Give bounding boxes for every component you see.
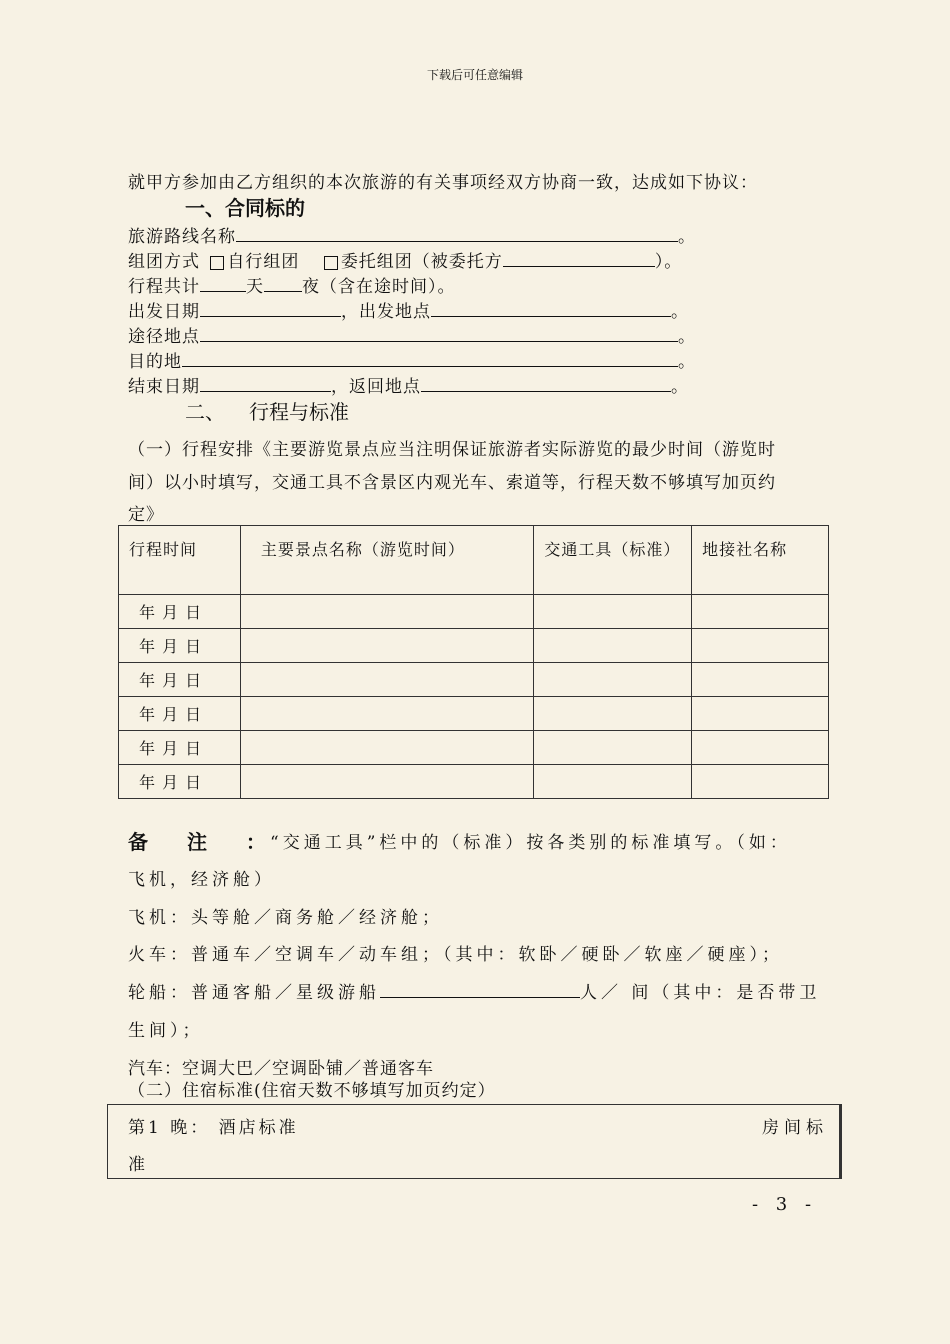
notes-ship (128, 978, 820, 1003)
notes-train: 火车：普通车／空调车／动车组；（其中：软卧／硬卧／软座／硬座）； (128, 945, 783, 965)
dest-label: 目的地 (128, 352, 182, 372)
sights-cell[interactable] (240, 697, 534, 731)
date-cell[interactable]: 年 月 日 (119, 765, 241, 799)
itinerary-note-1: （一）行程安排《主要游览景点应当注明保证旅游者实际游览的最少时间（游览时 (128, 440, 776, 460)
ship-rest: 人／ 间（其中：是否带卫 (580, 983, 821, 1003)
sights-cell[interactable] (240, 629, 534, 663)
transport-cell[interactable] (534, 629, 692, 663)
sights-cell[interactable] (240, 765, 534, 799)
days-field[interactable] (200, 275, 246, 292)
depart-place-label: ，出发地点 (341, 302, 431, 322)
route-row (128, 222, 696, 247)
dest-row (128, 347, 696, 372)
table-row (119, 663, 829, 697)
lodging-title: （二）住宿标准(住宿天数不够填写加页约定） (128, 1081, 496, 1101)
table-row (119, 595, 829, 629)
nights-unit: 夜（含在途时间）。 (302, 277, 456, 297)
return-place-field[interactable] (421, 375, 671, 392)
section2-title (185, 396, 349, 425)
entrusted-group-checkbox[interactable] (324, 256, 338, 270)
header-cell (119, 526, 241, 595)
period: 。 (678, 352, 696, 372)
section1-title: 一、合同标的 (185, 196, 305, 220)
agency-cell[interactable] (692, 595, 829, 629)
header-sights: 主要景点名称（游览时间） (260, 540, 465, 559)
route-field[interactable] (236, 225, 678, 242)
notes-ship-end: 生间）； (128, 1021, 204, 1041)
days-row (128, 272, 456, 297)
route-label: 旅游路线名称 (128, 227, 236, 247)
period: 。 (671, 377, 689, 397)
nights-field[interactable] (264, 275, 302, 292)
sights-cell[interactable] (240, 731, 534, 765)
transport-cell[interactable] (534, 663, 692, 697)
entrusted-party-field[interactable] (503, 250, 655, 267)
lodging-room: 房间标 (762, 1118, 828, 1138)
header-cell (240, 526, 534, 595)
group-row (128, 247, 682, 272)
end-date-field[interactable] (200, 375, 331, 392)
period: 。 (678, 327, 696, 347)
notes-plane: 飞机：头等舱／商务舱／经济舱； (128, 908, 443, 928)
itinerary-table (118, 525, 829, 799)
table-row (119, 629, 829, 663)
days-label: 行程共计 (128, 277, 200, 297)
days-unit: 天 (246, 277, 264, 297)
table-row (119, 765, 829, 799)
header-cell (534, 526, 692, 595)
self-group-label: 自行组团 (227, 252, 300, 272)
sights-cell[interactable] (240, 663, 534, 697)
date-cell[interactable]: 年 月 日 (119, 629, 241, 663)
depart-row (128, 297, 689, 322)
transport-cell[interactable] (534, 765, 692, 799)
table-header-row (119, 526, 829, 595)
agency-cell[interactable] (692, 765, 829, 799)
transport-cell[interactable] (534, 697, 692, 731)
notes-line1: “交通工具”栏中的（标准）按各类别的标准填写。（如： (270, 833, 791, 853)
self-group-checkbox[interactable] (210, 256, 224, 270)
table-row (119, 731, 829, 765)
agency-cell[interactable] (692, 663, 829, 697)
date-cell[interactable]: 年 月 日 (119, 697, 241, 731)
notes-label: 备 注 ： (128, 830, 282, 854)
dest-field[interactable] (182, 350, 678, 367)
date-cell[interactable]: 年 月 日 (119, 663, 241, 697)
header-agency: 地接社名称 (702, 540, 788, 559)
group-end: ）。 (654, 252, 683, 272)
header-transport: 交通工具（标准） (544, 540, 681, 559)
ship-field[interactable] (380, 980, 580, 998)
agency-cell[interactable] (692, 731, 829, 765)
agency-cell[interactable] (692, 629, 829, 663)
notes-line2: 飞机，经济舱） (128, 870, 275, 890)
page-header: 下载后可任意编辑 (426, 68, 523, 82)
itinerary-note-3: 定》 (128, 505, 164, 525)
lodging-room-cont: 准 (128, 1155, 146, 1175)
period: 。 (671, 302, 689, 322)
date-cell[interactable]: 年 月 日 (119, 595, 241, 629)
end-date-label: 结束日期 (128, 377, 200, 397)
section2-title-text: 行程与标准 (249, 400, 349, 424)
page-number: - 3 - (752, 1194, 818, 1215)
via-field[interactable] (200, 325, 678, 342)
depart-date-label: 出发日期 (128, 302, 200, 322)
header-cell (692, 526, 829, 595)
end-row (128, 372, 689, 397)
group-label: 组团方式 (128, 252, 200, 272)
return-place-label: ，返回地点 (331, 377, 421, 397)
depart-place-field[interactable] (431, 300, 671, 317)
date-cell[interactable]: 年 月 日 (119, 731, 241, 765)
transport-cell[interactable] (534, 595, 692, 629)
transport-cell[interactable] (534, 731, 692, 765)
agency-cell[interactable] (692, 697, 829, 731)
via-label: 途径地点 (128, 327, 200, 347)
intro-text: 就甲方参加由乙方组织的本次旅游的有关事项经双方协商一致，达成如下协议： (128, 173, 758, 193)
via-row (128, 322, 696, 347)
depart-date-field[interactable] (200, 300, 341, 317)
table-row (119, 697, 829, 731)
header-time: 行程时间 (129, 540, 198, 559)
sights-cell[interactable] (240, 595, 534, 629)
notes-car: 汽车：空调大巴／空调卧铺／普通客车 (128, 1059, 434, 1079)
entrusted-group-label: 委托组团（被委托方 (340, 252, 503, 272)
itinerary-note-2: 间）以小时填写，交通工具不含景区内观光车、索道等，行程天数不够填写加页约 (128, 473, 776, 493)
lodging-night: 第1 晚： 酒店标准 (128, 1118, 299, 1138)
section2-title-num: 二、 (185, 400, 225, 424)
ship-label: 轮船：普通客船／星级游船 (128, 983, 380, 1003)
period: 。 (678, 227, 696, 247)
